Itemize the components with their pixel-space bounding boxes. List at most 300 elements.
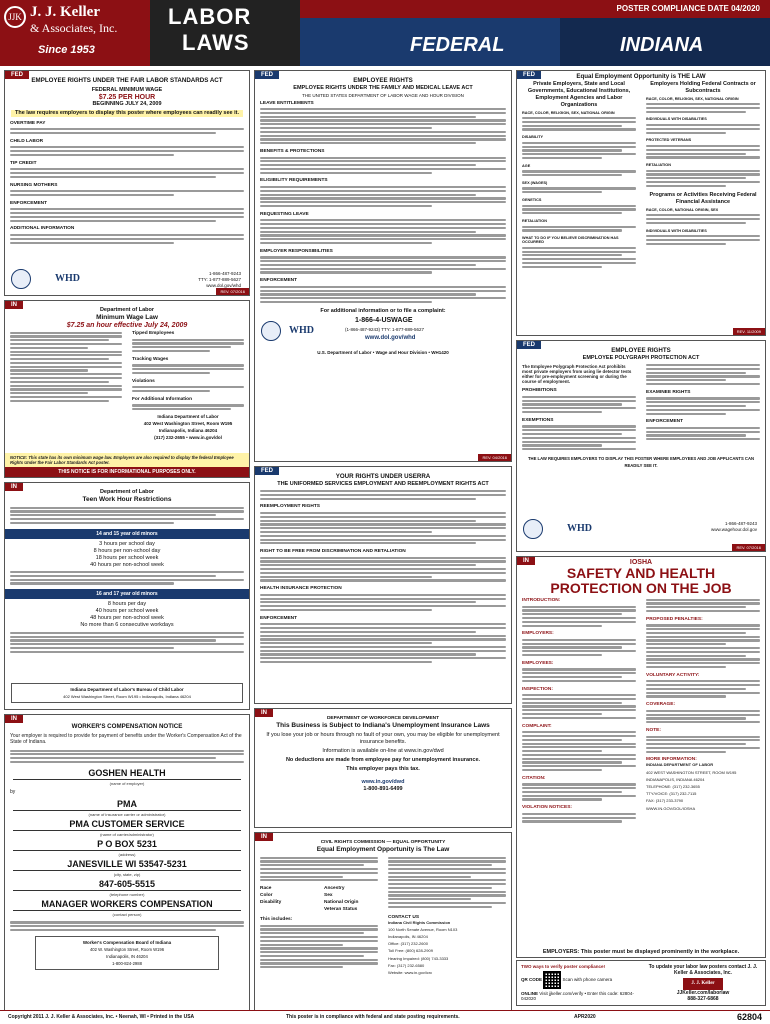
online-label: ONLINE xyxy=(521,991,539,996)
brand-name: J. J. Keller xyxy=(30,4,100,20)
text-block xyxy=(5,747,249,766)
teen-row: 40 hours per non-school week xyxy=(90,561,164,568)
flsa-display-note: The law requires employers to display this poster where employees can readily see it. xyxy=(11,110,243,117)
fmla-section-enforcement: ENFORCEMENT xyxy=(260,278,298,284)
comp-by-label: by xyxy=(10,788,16,795)
iosha-brand: IOSHA xyxy=(629,559,653,566)
text-block xyxy=(255,217,511,247)
title-line2: LAWS xyxy=(182,30,250,55)
text-block xyxy=(641,678,765,701)
flsa-phone: 1-866-487-9243 xyxy=(208,271,241,276)
icrc-class: Color xyxy=(260,893,273,899)
revision-tag: REV. 11/2009 xyxy=(733,328,765,335)
update-phone: 888-327-6868 xyxy=(687,996,719,1002)
icrc-contact-hearing: Hearing Impaired: (800) 743-3333 xyxy=(388,955,449,961)
panel-tag: IN xyxy=(5,483,23,491)
iosha-info-web: WWW.IN.GOV/DOL/IOSHA xyxy=(646,805,696,811)
eeo-panel xyxy=(516,70,766,336)
eeo-programs-section: RACE, COLOR, NATIONAL ORIGIN, SEX xyxy=(646,207,719,212)
panel-tag: IN xyxy=(255,833,273,841)
iosha-section: INTRODUCTION: xyxy=(522,598,561,603)
state-band: INDIANA xyxy=(560,18,770,66)
update-box xyxy=(516,960,766,1006)
text-block xyxy=(255,854,383,884)
comp-board-name: Worker's Compensation Board of Indiana xyxy=(82,939,172,945)
comp-employer-label: (name of employer) xyxy=(109,780,145,786)
text-block xyxy=(255,621,511,666)
icrc-body xyxy=(255,854,511,977)
text-block xyxy=(641,167,765,190)
icrc-panel xyxy=(254,832,512,1024)
flsa-section-enforcement: ENFORCEMENT xyxy=(10,200,48,206)
panel-tag: FED xyxy=(517,341,541,349)
eeo-right-section: RETALIATION xyxy=(646,163,671,168)
text-block xyxy=(517,393,641,416)
iosha-section: VOLUNTARY ACTIVITY: xyxy=(646,672,700,678)
revision-tag: REV. 04/2016 xyxy=(478,454,511,461)
text-block xyxy=(517,423,641,453)
iosha-info-city: INDIANAPOLIS, INDIANA 46204 xyxy=(646,776,705,782)
print-date: APR2020 xyxy=(574,1014,596,1020)
comp-phone-field xyxy=(13,879,241,897)
compliance-notice: This poster is in compliance with federal and state posting requirements. xyxy=(286,1014,460,1020)
panel-tag: FED xyxy=(255,467,279,475)
title-line1: LABOR xyxy=(168,4,252,29)
iosha-section: INSPECTION: xyxy=(522,686,553,692)
iosha-info-fax: FAX: (317) 233-3790 xyxy=(646,798,684,804)
icrc-protected-classes xyxy=(255,884,383,912)
eeo-programs-section: INDIVIDUALS WITH DISABILITIES xyxy=(646,228,707,233)
whd-logo: WHD xyxy=(55,273,80,284)
text-block xyxy=(127,402,249,413)
text-block xyxy=(517,115,641,134)
unemp-line3: No deductions are made from employee pay for unemployment insurance. xyxy=(285,757,481,763)
icrc-title: Equal Employment Opportunity is The Law xyxy=(316,846,450,853)
fmla-phone2: (1-866-487-9243) TTY: 1-877-889-5627 xyxy=(345,326,424,332)
iosha-footer: EMPLOYERS: This poster must be displayed prominently in the workplace. xyxy=(542,949,740,955)
fmla-dept-line: U.S. Department of Labor • Wage and Hour Division • WH1420 xyxy=(317,349,449,355)
iosha-section: EMPLOYEES: xyxy=(522,660,554,666)
polygraph-web: www.wagehour.dol.gov xyxy=(710,527,757,532)
teen-footer-dept: Indiana Department of Labor's Bureau of Child Labor xyxy=(70,687,184,692)
fmla-contact-intro: For additional information or to file a complaint: xyxy=(320,307,446,314)
eeo-right-section: INDIVIDUALS WITH DISABILITIES xyxy=(646,117,707,122)
teen-title: Teen Work Hour Restrictions xyxy=(82,496,172,503)
fmla-title: EMPLOYEE RIGHTS xyxy=(353,77,413,84)
federal-band: FEDERAL xyxy=(300,18,560,66)
comp-service-label: (name of carrier/administrator) xyxy=(100,831,154,837)
unemp-line2: Information is available on-line at www.in.gov/dwd xyxy=(322,748,444,754)
flsa-panel xyxy=(4,70,250,296)
icrc-class: Race xyxy=(260,886,272,892)
online-text[interactable]: Visit jjkeller.com/verify • Enter this code: 62804-042020 xyxy=(521,991,634,1001)
eeo-left-section: RACE, COLOR, RELIGION, SEX, NATIONAL ORIGIN xyxy=(522,110,615,115)
text-block xyxy=(255,254,511,277)
in-minwage-title: Minimum Wage Law xyxy=(96,314,158,321)
in-minwage-tipped: Tipped Employees xyxy=(132,331,175,336)
polygraph-section-examinee: EXAMINEE RIGHTS xyxy=(646,389,691,395)
text-block xyxy=(641,395,765,418)
text-block xyxy=(5,329,127,404)
text-block xyxy=(5,504,249,527)
flsa-wage-head: FEDERAL MINIMUM WAGE xyxy=(91,86,163,93)
dol-seal-icon xyxy=(11,269,31,289)
eeo-right-section: RACE, COLOR, RELIGION, SEX, NATIONAL ORIGIN xyxy=(646,96,739,101)
iosha-info-phone: TELEPHONE: (317) 232-3655 xyxy=(646,784,700,790)
fmla-section-employer: EMPLOYER RESPONSIBILITIES xyxy=(260,248,333,254)
brand-since: Since 1953 xyxy=(38,44,95,56)
icrc-class: Ancestry xyxy=(324,886,345,892)
text-block xyxy=(517,692,641,722)
text-block xyxy=(127,384,249,395)
icrc-contact-toll: Toll Free: (800) 628-2909 xyxy=(388,948,433,954)
text-block xyxy=(127,362,249,377)
qr-code-icon[interactable] xyxy=(543,971,561,989)
in-minwage-dept: Department of Labor xyxy=(99,307,155,313)
in-minwage-footer-city: Indianapolis, Indiana 46204 xyxy=(158,427,218,433)
text-block xyxy=(517,636,641,659)
comp-contact-value: MANAGER WORKERS COMPENSATION xyxy=(13,899,241,911)
compliance-date: POSTER COMPLIANCE DATE 04/2020 xyxy=(300,0,770,18)
comp-company-value: PMA xyxy=(13,799,241,811)
text-block xyxy=(641,424,765,443)
teen-row: 3 hours per school day xyxy=(99,540,155,547)
iosha-info-tty: TTY/VOICE: (317) 232-7115 xyxy=(646,791,697,797)
icrc-contact-web: Website: www.in.gov/icrc xyxy=(388,969,433,975)
jj-keller-logo xyxy=(0,0,150,66)
flsa-section-tip-credit: TIP CREDIT xyxy=(10,160,37,166)
qr-label: QR CODE xyxy=(521,977,543,983)
flsa-section-additional: ADDITIONAL INFORMATION xyxy=(10,226,75,232)
in-minwage-notice-text: NOTICE: This state has its own minimum wage law. Employers are also required to display the federal Employee Rights Under the Fair Labor Standards Act poster. xyxy=(5,453,249,467)
eeo-left-section: SEX (WAGES) xyxy=(522,180,548,185)
comp-phone-value: 847-605-5515 xyxy=(13,879,241,891)
unemp-web: www.in.gov/dwd xyxy=(361,779,405,785)
text-block xyxy=(517,185,641,196)
iosha-section: COMPLAINT: xyxy=(522,723,552,729)
comp-board-city: Indianapolis, IN 46204 xyxy=(106,953,148,959)
polygraph-law-bar: THE LAW REQUIRES EMPLOYERS TO DISPLAY THIS POSTER WHERE EMPLOYEES AND JOB APPLICANTS CAN READILY SEE IT. xyxy=(528,455,754,468)
polygraph-contact xyxy=(711,521,757,533)
fmla-phone: 1-866-4-USWAGE xyxy=(355,316,413,324)
iosha-panel xyxy=(516,556,766,958)
teen-footer-addr: 402 West Washington Street, Room W195 • Indianapolis, Indiana 46204 xyxy=(63,694,191,699)
eeo-left-section: RETALIATION xyxy=(522,218,547,223)
text-block xyxy=(641,121,765,136)
teen-row: 8 hours per day xyxy=(107,601,147,608)
icrc-contact-office: Office: (317) 232-2600 xyxy=(388,941,428,947)
flsa-wage-value: $7.25 PER HOUR xyxy=(98,93,156,101)
comp-board-box xyxy=(35,936,219,970)
verify-box xyxy=(521,964,639,1001)
verify-head: TWO ways to verify poster compliance! xyxy=(521,964,606,969)
userra-section-reemployment: REEMPLOYMENT RIGHTS xyxy=(260,504,320,510)
unemp-dept: DEPARTMENT OF WORKFORCE DEVELOPMENT xyxy=(326,716,440,721)
polygraph-lead: The Employee Polygraph Protection Act prohibits most private employers from using lie detector tests either for pre-employment screening or during the course of employment. xyxy=(522,363,632,385)
teen-row: 18 hours per school week xyxy=(95,554,159,561)
teen-row: 40 hours per school week xyxy=(95,608,159,615)
copyright: Copyright 2011 J. J. Keller & Associates, Inc. • Neenah, WI • Printed in the USA xyxy=(8,1014,195,1020)
in-minwage-footer-phone: (317) 232-2655 • www.in.gov/dol xyxy=(154,434,222,440)
text-block xyxy=(5,188,249,199)
text-block xyxy=(255,922,383,971)
comp-city-label: (city, state, zip) xyxy=(113,871,141,877)
text-block xyxy=(127,336,249,355)
fmla-section-benefits: BENEFITS & PROTECTIONS xyxy=(260,148,325,154)
comp-address-label: (address) xyxy=(118,851,136,857)
text-block xyxy=(641,212,765,227)
teen-hours-panel xyxy=(4,482,250,710)
eeo-body xyxy=(517,81,765,271)
text-block xyxy=(5,569,249,588)
flsa-title: EMPLOYEE RIGHTS UNDER THE FAIR LABOR STANDARDS ACT xyxy=(31,77,223,84)
text-block xyxy=(517,244,641,270)
brand-subtitle: & Associates, Inc. xyxy=(30,21,118,35)
icrc-class: Veteran Status xyxy=(324,907,358,913)
text-block xyxy=(641,101,765,116)
text-block xyxy=(517,139,641,162)
comp-phone-label: (telephone number) xyxy=(109,891,145,897)
panel-tag: IN xyxy=(517,557,535,565)
panel-tag: FED xyxy=(255,71,279,79)
text-block xyxy=(255,591,511,614)
icrc-contact-city: Indianapolis, IN 46204 xyxy=(388,933,428,939)
poster-code: 62804 xyxy=(736,1012,762,1022)
verify-qr-row xyxy=(521,971,639,989)
in-minwage-notice-bar: THIS NOTICE IS FOR INFORMATIONAL PURPOSES ONLY. xyxy=(5,467,249,477)
comp-board-addr: 402 W. Washington Street, Room W196 xyxy=(89,946,165,952)
polygraph-body xyxy=(517,362,765,453)
text-block xyxy=(641,733,765,756)
comp-city-value: JANESVILLE WI 53547-5231 xyxy=(13,859,241,871)
text-block xyxy=(517,603,641,629)
polygraph-section-enforcement: ENFORCEMENT xyxy=(646,419,684,425)
revision-tag: REV. 07/2016 xyxy=(216,288,249,295)
comp-city-field xyxy=(13,859,241,877)
comp-contact-label: (contact person) xyxy=(112,911,142,917)
fmla-dept: THE UNITED STATES DEPARTMENT OF LABOR WAGE AND HOUR DIVISION xyxy=(302,92,464,98)
text-block xyxy=(5,629,249,655)
teen-head-16: 16 and 17 year old minors xyxy=(5,589,249,599)
unemp-phone: 1-800-891-6499 xyxy=(363,786,403,792)
comp-title: WORKER'S COMPENSATION NOTICE xyxy=(71,723,183,730)
text-block xyxy=(517,729,641,774)
userra-title: YOUR RIGHTS UNDER USERRA xyxy=(335,473,431,480)
text-block xyxy=(5,231,249,246)
text-block xyxy=(5,126,249,137)
fmla-subtitle: EMPLOYEE RIGHTS UNDER THE FAMILY AND MEDICAL LEAVE ACT xyxy=(293,84,473,91)
update-contact xyxy=(643,964,763,1002)
comp-address-value: P O BOX 5231 xyxy=(13,839,241,851)
icrc-contact-addr: 100 North Senate Avenue, Room N103 xyxy=(388,926,458,932)
teen-head-14: 14 and 15 year old minors xyxy=(5,529,249,539)
dol-seal-icon xyxy=(261,321,281,341)
text-block xyxy=(517,810,641,825)
in-minwage-footer-addr: 402 West Washington Street, Room W195 xyxy=(143,420,233,426)
in-minwage-notice xyxy=(5,453,249,477)
eeo-right-head: Employers Holding Federal Contracts or Subcontracts xyxy=(650,80,756,94)
comp-service-value: PMA CUSTOMER SERVICE xyxy=(13,819,241,831)
text-block xyxy=(5,206,249,225)
iosha-section: VIOLATION NOTICES: xyxy=(522,805,573,811)
iosha-section: NOTE: xyxy=(646,727,661,733)
poster-header xyxy=(0,0,770,66)
verify-online-row xyxy=(521,991,639,1001)
text-block xyxy=(517,168,641,179)
workers-comp-panel xyxy=(4,714,250,1024)
flsa-footer xyxy=(5,269,249,291)
text-block xyxy=(517,781,641,804)
eeo-left-head: Private Employers, State and Local Governments, Educational Institutions, Employment Agencies and Labor Organizations xyxy=(527,80,631,108)
dol-seal-icon xyxy=(523,519,543,539)
flsa-section-child-labor: CHILD LABOR xyxy=(10,138,44,144)
poster-title xyxy=(150,0,300,66)
eeo-left-section: WHAT TO DO IF YOU BELIEVE DISCRIMINATION HAS OCCURRED xyxy=(522,236,619,245)
text-block xyxy=(5,166,249,181)
iosha-section: COVERAGE: xyxy=(646,702,676,708)
polygraph-phone: 1-866-487-9243 xyxy=(724,521,757,526)
revision-tag: REV. 07/2016 xyxy=(732,544,765,551)
in-minwage-wage: $7.25 an hour effective July 24, 2009 xyxy=(66,322,188,329)
text-block xyxy=(641,362,765,388)
icrc-contact-head: CONTACT US xyxy=(388,914,420,920)
in-minwage-panel xyxy=(4,300,250,478)
icrc-includes: This includes: xyxy=(260,917,293,923)
userra-section-discrimination: RIGHT TO BE FREE FROM DISCRIMINATION AND RETALIATION xyxy=(260,549,406,555)
text-block xyxy=(383,854,511,911)
eeo-programs-head: Programs or Activities Receiving Federal Financial Assistance xyxy=(649,191,757,205)
bottom-bar xyxy=(0,1010,770,1024)
unemployment-panel xyxy=(254,708,512,828)
userra-subtitle: THE UNIFORMED SERVICES EMPLOYMENT AND REEMPLOYMENT RIGHTS ACT xyxy=(277,480,489,487)
polygraph-section-exemptions: EXEMPTIONS xyxy=(522,417,554,423)
flsa-section-overtime: OVERTIME PAY xyxy=(10,120,46,126)
in-minwage-info: For Additional Information xyxy=(132,396,193,402)
icrc-class: Sex xyxy=(324,893,333,899)
update-head: To update your labor law posters contact J. J. Keller & Associates, Inc. xyxy=(648,964,758,976)
icrc-dept: CIVIL RIGHTS COMMISSION — EQUAL OPPORTUNITY xyxy=(320,840,446,845)
iosha-section: PROPOSED PENALTIES: xyxy=(646,616,703,622)
polygraph-subtitle: EMPLOYEE POLYGRAPH PROTECTION ACT xyxy=(582,354,700,361)
teen-footer xyxy=(11,683,243,703)
fmla-section-eligibility: ELIGIBILITY REQUIREMENTS xyxy=(260,178,328,184)
teen-dept: Department of Labor xyxy=(99,489,155,495)
eeo-title: Equal Employment Opportunity is THE LAW xyxy=(576,73,706,80)
text-block xyxy=(641,596,765,615)
comp-service-field xyxy=(13,819,241,837)
polygraph-section-prohibitions: PROHIBITIONS xyxy=(522,388,557,394)
fmla-web: www.dol.gov/whd xyxy=(365,334,416,341)
eeo-right-section: PROTECTED VETERANS xyxy=(646,138,692,143)
iosha-info-name: INDIANA DEPARTMENT OF LABOR xyxy=(646,762,714,768)
in-minwage-body xyxy=(5,329,249,441)
icrc-contact-fax: Fax: (317) 232-6580 xyxy=(388,962,425,968)
panel-tag: IN xyxy=(5,301,23,309)
userra-section-health: HEALTH INSURANCE PROTECTION xyxy=(260,586,342,592)
whd-logo: WHD xyxy=(289,324,314,336)
in-minwage-tracking: Tracking Wages xyxy=(132,356,169,362)
iosha-section: MORE INFORMATION: xyxy=(646,757,697,763)
icrc-class: Disability xyxy=(260,900,282,906)
text-block xyxy=(255,554,511,584)
text-block xyxy=(5,919,249,934)
panel-tag: FED xyxy=(517,71,541,79)
text-block xyxy=(255,106,511,147)
comp-company-label: (name of insurance carrier or administrator) xyxy=(88,811,166,817)
whd-logo: WHD xyxy=(567,523,592,534)
iosha-section: EMPLOYERS: xyxy=(522,631,554,637)
text-block xyxy=(641,233,765,248)
text-block xyxy=(255,154,511,177)
comp-board-phone: 1-800-824-2988 xyxy=(112,960,142,966)
fmla-section-requesting: REQUESTING LEAVE xyxy=(260,211,309,217)
polygraph-panel xyxy=(516,340,766,552)
panel-tag: IN xyxy=(5,715,23,723)
in-minwage-violations: Violations xyxy=(132,378,155,384)
fmla-panel xyxy=(254,70,512,462)
unemp-line1: If you lose your job or hours through no fault of your own, you may be eligible for unemployment insurance benefits. xyxy=(266,732,500,745)
text-block xyxy=(641,622,765,671)
comp-company-field xyxy=(13,799,241,817)
text-block xyxy=(5,144,249,159)
text-block xyxy=(255,183,511,209)
text-block xyxy=(255,488,511,503)
text-block xyxy=(255,283,511,306)
iosha-info-addr: 402 WEST WASHINGTON STREET, ROOM W195 xyxy=(646,769,737,775)
comp-employer-value: GOSHEN HEALTH xyxy=(13,768,241,780)
unemp-line4: This employer pays this tax. xyxy=(346,766,420,772)
text-block xyxy=(517,223,641,234)
teen-row: No more than 6 consecutive workdays xyxy=(80,622,174,629)
text-block xyxy=(641,707,765,726)
fmla-section-leave: LEAVE ENTITLEMENTS xyxy=(260,100,314,106)
eeo-left-section: DISABILITY xyxy=(522,135,544,140)
flsa-contact xyxy=(198,271,241,289)
keller-seal-icon: JJK xyxy=(4,6,26,28)
teen-row: 48 hours per non-school week xyxy=(90,615,164,622)
iosha-section: CITATION: xyxy=(522,775,546,781)
icrc-class: National Origin xyxy=(324,900,359,906)
userra-section-enforcement: ENFORCEMENT xyxy=(260,615,298,621)
flsa-section-nursing: NURSING MOTHERS xyxy=(10,182,58,188)
teen-row: 8 hours per non-school day xyxy=(93,547,161,554)
text-block xyxy=(517,666,641,685)
userra-panel xyxy=(254,466,512,704)
flsa-tty: TTY: 1-877-889-5627 xyxy=(198,277,241,282)
comp-lead: Your employer is required to provide for payment of benefits under the Worker's Compensation Act of the State of Indiana. xyxy=(10,732,242,745)
iosha-body xyxy=(517,596,765,825)
qr-text: Scan with phone camera xyxy=(562,977,613,983)
comp-employer-field xyxy=(13,768,241,786)
fmla-footer xyxy=(255,315,511,349)
jj-keller-small-logo: J. J. Keller xyxy=(683,978,723,990)
comp-contact-field xyxy=(13,899,241,917)
text-block xyxy=(517,202,641,217)
polygraph-footer xyxy=(517,519,765,541)
text-block xyxy=(255,509,511,547)
comp-address-field xyxy=(13,839,241,857)
eeo-left-section: GENETICS xyxy=(522,198,542,203)
in-minwage-footer-dept: Indiana Department of Labor xyxy=(157,413,219,419)
icrc-contact-name: Indiana Civil Rights Commission xyxy=(388,919,451,925)
update-web[interactable]: JJKeller.com/laborlaw xyxy=(676,990,730,996)
eeo-left-section: AGE xyxy=(522,163,531,168)
panel-tag: FED xyxy=(5,71,29,79)
polygraph-title: EMPLOYEE RIGHTS xyxy=(611,347,671,354)
flsa-web: www.dol.gov/whd xyxy=(206,283,241,288)
text-block xyxy=(641,142,765,161)
panel-tag: IN xyxy=(255,709,273,717)
